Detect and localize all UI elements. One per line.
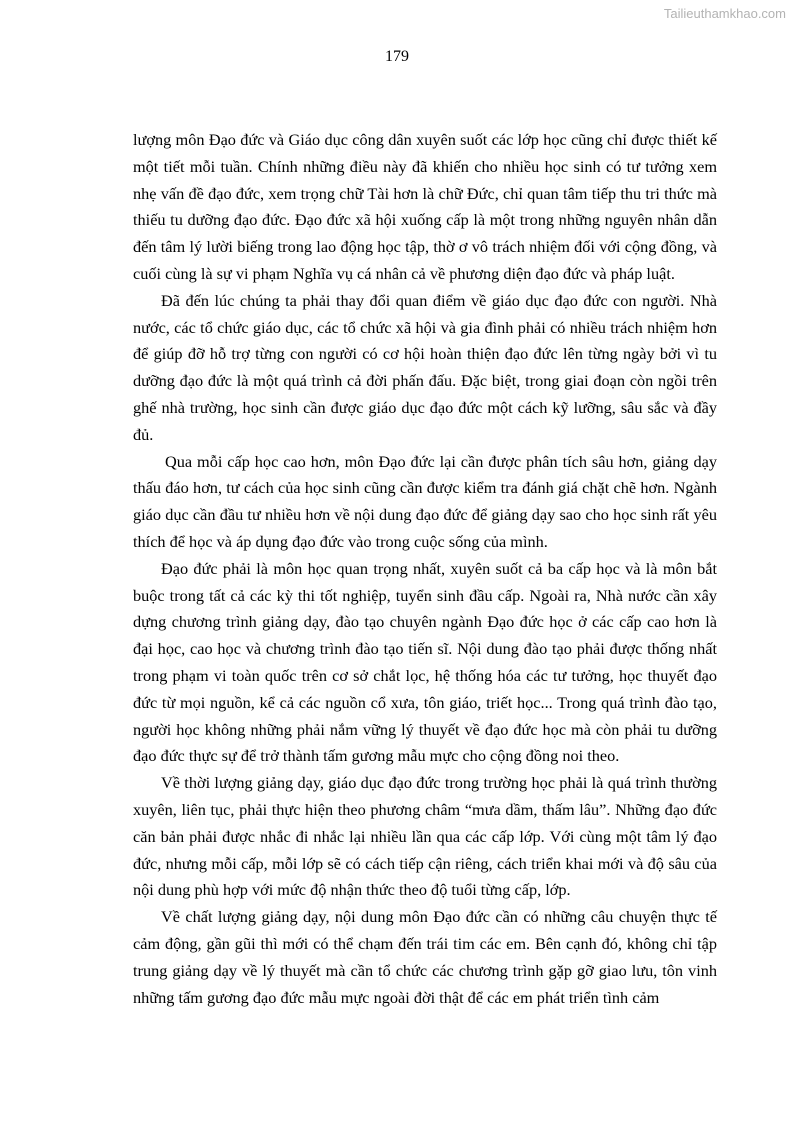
document-body <box>133 127 717 1011</box>
paragraph: Đạo đức phải là môn học quan trọng nhất, xuyên suốt cả ba cấp học và là môn bắt buộc trong tất cả các kỳ thi tốt nghiệp, tuyển sinh đầu cấp. Ngoài ra, Nhà nước cần xây dựng chương trình giảng dạy, đào tạo chuyên ngành Đạo đức học ở các cấp cao hơn là đại học, cao học và chương trình đào tạo tiến sĩ. Nội dung đào tạo phải được thống nhất trong phạm vi toàn quốc trên cơ sở chắt lọc, hệ thống hóa các tư tưởng, học thuyết đạo đức từ mọi nguồn, kể cả các nguồn cổ xưa, tôn giáo, triết học... Trong quá trình đào tạo, người học không những phải nắm vững lý thuyết về đạo đức học mà còn phải tu dưỡng đạo đức thực sự để trở thành tấm gương mẫu mực cho cộng đồng noi theo. <box>133 558 717 766</box>
paragraph: Về chất lượng giảng dạy, nội dung môn Đạo đức cần có những câu chuyện thực tế cảm động, gần gũi thì mới có thể chạm đến trái tim các em. Bên cạnh đó, không chỉ tập trung giảng dạy về lý thuyết mà cần tổ chức các chương trình gặp gỡ giao lưu, tôn vinh những tấm gương đạo đức mẫu mực ngoài đời thật để các em phát triển tình cảm <box>133 907 717 1007</box>
paragraph: Qua mỗi cấp học cao hơn, môn Đạo đức lại cần được phân tích sâu hơn, giảng dạy thấu đáo hơn, tư cách của học sinh cũng cần được kiểm tra đánh giá chặt chẽ hơn. Ngành giáo dục cần đầu tư nhiều hơn về nội dung đạo đức để giảng dạy sao cho học sinh rất yêu thích để học và áp dụng đạo đức vào trong cuộc sống của mình. <box>133 451 717 551</box>
page-number: 179 <box>385 48 409 65</box>
paragraph: Về thời lượng giảng dạy, giáo dục đạo đức trong trường học phải là quá trình thường xuyên, liên tục, phải thực hiện theo phương châm “mưa dầm, thấm lâu”. Những đạo đức căn bản phải được nhắc đi nhắc lại nhiều lần qua các cấp lớp. Với cùng một tâm lý đạo đức, nhưng mỗi cấp, mỗi lớp sẽ có cách tiếp cận riêng, cách triển khai mới và độ sâu của nội dung phù hợp với mức độ nhận thức theo độ tuổi từng cấp, lớp. <box>133 773 717 900</box>
watermark: Tailieuthamkhao.com <box>663 6 786 21</box>
paragraph: Đã đến lúc chúng ta phải thay đổi quan điểm về giáo dục đạo đức con người. Nhà nước, các tổ chức giáo dục, các tổ chức xã hội và gia đình phải có nhiều trách nhiệm hơn để giúp đỡ hỗ trợ từng con người có cơ hội hoàn thiện đạo đức lên từng ngày bởi vì tu dưỡng đạo đức là một quá trình cả đời phấn đấu. Đặc biệt, trong giai đoạn còn ngồi trên ghế nhà trường, học sinh cần được giáo dục đạo đức một cách kỹ lưỡng, sâu sắc và đầy đủ. <box>133 290 717 444</box>
paragraph: lượng môn Đạo đức và Giáo dục công dân xuyên suốt các lớp học cũng chỉ được thiết kế một tiết mỗi tuần. Chính những điều này đã khiến cho nhiều học sinh có tư tưởng xem nhẹ vấn đề đạo đức, xem trọng chữ Tài hơn là chữ Đức, chỉ quan tâm tiếp thu tri thức mà thiếu tu dưỡng đạo đức. Đạo đức xã hội xuống cấp là một trong những nguyên nhân dẫn đến tâm lý lười biếng trong lao động học tập, thờ ơ vô trách nhiệm đối với cộng đồng, và cuối cùng là sự vi phạm Nghĩa vụ cá nhân cả về phương diện đạo đức và pháp luật. <box>133 130 717 283</box>
